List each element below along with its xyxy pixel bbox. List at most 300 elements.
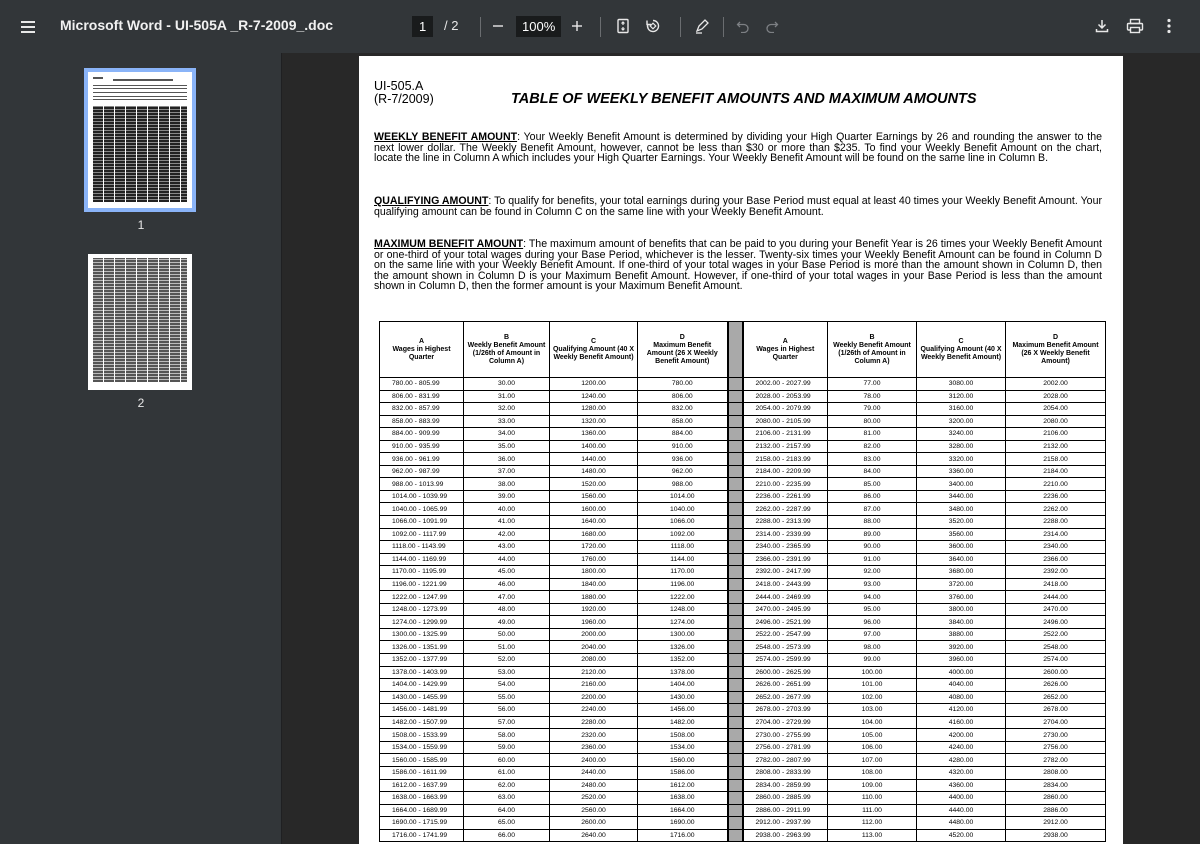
paragraph-text: : The maximum amount of benefits that can be paid to you during your Benefit Year is 26 times your Weekly Benefit Amount or one-third of your total wages during your Base Period, whichever is the lesser. Twenty-six times your Weekly Benefit Amount can be found in Column D on the same line with your Weekly Benefit Amount. If one-third of your total wages in your Base Period is more than the amount shown in Column D, then the amount shown in Column D is your Maximum Benefit Amount. However, if one-third of your total wages in your Base Period is less than the amount shown in Column D, then the former amount is your Maximum Benefit Amount. xyxy=(374,238,1102,292)
qualifying-amount-cell: 1600.00 xyxy=(550,503,638,516)
maximum-benefit-cell: 1456.00 xyxy=(638,704,728,717)
maximum-benefit-cell: 988.00 xyxy=(638,478,728,491)
maximum-benefit-cell: 910.00 xyxy=(638,440,728,453)
column-divider xyxy=(728,754,743,767)
qualifying-amount-cell: 2240.00 xyxy=(550,704,638,717)
wages-range-cell: 2054.00 - 2079.99 xyxy=(743,403,828,416)
qualifying-amount-cell: 3960.00 xyxy=(917,654,1006,667)
wages-range-cell: 780.00 - 805.99 xyxy=(380,378,464,391)
column-divider xyxy=(728,817,743,830)
weekly-benefit-cell: 57.00 xyxy=(464,716,550,729)
paragraph-text: : To qualify for benefits, your total earnings during your Base Period must equal at least 40 times your Weekly Benefit Amount. Your qualifying amount can be found in Column C on the same line with your Weekly Benefit Amount. xyxy=(374,195,1102,218)
maximum-benefit-cell: 2054.00 xyxy=(1006,403,1106,416)
wages-range-cell: 1040.00 - 1065.99 xyxy=(380,503,464,516)
qualifying-amount-cell: 3440.00 xyxy=(917,490,1006,503)
qualifying-amount-cell: 4000.00 xyxy=(917,666,1006,679)
paragraph-lead: WEEKLY BENEFIT AMOUNT xyxy=(374,131,518,143)
maximum-benefit-cell: 1378.00 xyxy=(638,666,728,679)
weekly-benefit-cell: 59.00 xyxy=(464,741,550,754)
weekly-benefit-cell: 47.00 xyxy=(464,591,550,604)
table-row xyxy=(380,378,1106,391)
weekly-benefit-cell: 108.00 xyxy=(828,766,917,779)
column-letter: C xyxy=(958,337,964,345)
column-letter: A xyxy=(782,337,788,345)
qualifying-amount-cell: 1440.00 xyxy=(550,453,638,466)
maximum-benefit-cell: 2756.00 xyxy=(1006,741,1106,754)
wages-range-cell: 2262.00 - 2287.99 xyxy=(743,503,828,516)
table-row xyxy=(380,817,1106,830)
maximum-benefit-cell: 858.00 xyxy=(638,415,728,428)
maximum-benefit-cell: 2288.00 xyxy=(1006,516,1106,529)
column-letter: B xyxy=(503,333,510,341)
weekly-benefit-cell: 41.00 xyxy=(464,516,550,529)
print-icon[interactable] xyxy=(1123,14,1147,38)
maximum-benefit-cell: 1248.00 xyxy=(638,603,728,616)
qualifying-amount-cell: 1920.00 xyxy=(550,603,638,616)
weekly-benefit-cell: 46.00 xyxy=(464,578,550,591)
pdf-page-1 xyxy=(359,56,1123,844)
qualifying-amount-cell: 1680.00 xyxy=(550,528,638,541)
qualifying-amount-cell: 4440.00 xyxy=(917,804,1006,817)
zoom-input[interactable]: 100% xyxy=(516,16,561,37)
table-row xyxy=(380,390,1106,403)
wages-range-cell: 2106.00 - 2131.99 xyxy=(743,428,828,441)
wages-range-cell: 936.00 - 961.99 xyxy=(380,453,464,466)
table-row xyxy=(380,603,1106,616)
wages-range-cell: 988.00 - 1013.99 xyxy=(380,478,464,491)
table-row xyxy=(380,566,1106,579)
column-divider xyxy=(728,322,743,378)
column-title: Maximum Benefit Amount (26 X Weekly Benefit Amount) xyxy=(646,341,718,365)
column-divider xyxy=(728,390,743,403)
rotate-icon[interactable] xyxy=(641,14,665,38)
weekly-benefit-cell: 50.00 xyxy=(464,628,550,641)
qualifying-amount-cell: 3080.00 xyxy=(917,378,1006,391)
table-row xyxy=(380,704,1106,717)
document-viewer[interactable] xyxy=(283,53,1200,844)
divider xyxy=(723,17,724,37)
qualifying-amount-cell: 2520.00 xyxy=(550,792,638,805)
table-row xyxy=(380,465,1106,478)
pdf-toolbar xyxy=(0,0,1200,53)
maximum-benefit-cell: 1092.00 xyxy=(638,528,728,541)
weekly-benefit-cell: 106.00 xyxy=(828,741,917,754)
qualifying-amount-cell: 3280.00 xyxy=(917,440,1006,453)
qualifying-amount-cell: 2400.00 xyxy=(550,754,638,767)
maximum-benefit-cell: 2808.00 xyxy=(1006,766,1106,779)
table-row xyxy=(380,428,1106,441)
weekly-benefit-cell: 96.00 xyxy=(828,616,917,629)
maximum-benefit-cell: 2470.00 xyxy=(1006,603,1106,616)
weekly-benefit-cell: 40.00 xyxy=(464,503,550,516)
weekly-benefit-cell: 62.00 xyxy=(464,779,550,792)
maximum-benefit-cell: 1638.00 xyxy=(638,792,728,805)
table-row xyxy=(380,628,1106,641)
table-row xyxy=(380,616,1106,629)
qualifying-amount-cell: 2480.00 xyxy=(550,779,638,792)
page-thumbnail-1[interactable] xyxy=(88,72,192,208)
maximum-benefit-cell: 1066.00 xyxy=(638,516,728,529)
weekly-benefit-cell: 44.00 xyxy=(464,553,550,566)
maximum-benefit-cell: 2522.00 xyxy=(1006,628,1106,641)
column-divider xyxy=(728,453,743,466)
wages-range-cell: 2002.00 - 2027.99 xyxy=(743,378,828,391)
weekly-benefit-cell: 77.00 xyxy=(828,378,917,391)
column-divider xyxy=(728,566,743,579)
column-divider xyxy=(728,616,743,629)
wages-range-cell: 2600.00 - 2625.99 xyxy=(743,666,828,679)
divider xyxy=(480,17,481,37)
maximum-benefit-cell: 2496.00 xyxy=(1006,616,1106,629)
weekly-benefit-cell: 103.00 xyxy=(828,704,917,717)
table-row xyxy=(380,779,1106,792)
maximum-benefit-cell: 2158.00 xyxy=(1006,453,1106,466)
wages-range-cell: 1612.00 - 1637.99 xyxy=(380,779,464,792)
qualifying-amount-cell: 1800.00 xyxy=(550,566,638,579)
qualifying-amount-cell: 3840.00 xyxy=(917,616,1006,629)
weekly-benefit-cell: 34.00 xyxy=(464,428,550,441)
zoom-out-icon[interactable] xyxy=(486,14,510,38)
qualifying-amount-cell: 3560.00 xyxy=(917,528,1006,541)
maximum-benefit-cell: 2600.00 xyxy=(1006,666,1106,679)
column-letter: B xyxy=(869,333,875,341)
qualifying-amount-cell: 3640.00 xyxy=(917,553,1006,566)
wages-range-cell: 2808.00 - 2833.99 xyxy=(743,766,828,779)
column-divider xyxy=(728,792,743,805)
weekly-benefit-cell: 65.00 xyxy=(464,817,550,830)
column-divider xyxy=(728,641,743,654)
benefit-table xyxy=(379,321,1106,842)
maximum-benefit-cell: 2210.00 xyxy=(1006,478,1106,491)
wages-range-cell: 1144.00 - 1169.99 xyxy=(380,553,464,566)
maximum-benefit-cell: 884.00 xyxy=(638,428,728,441)
column-divider xyxy=(728,654,743,667)
wages-range-cell: 2886.00 - 2911.99 xyxy=(743,804,828,817)
maximum-benefit-cell: 1300.00 xyxy=(638,628,728,641)
wages-range-cell: 1716.00 - 1741.99 xyxy=(380,829,464,842)
wages-range-cell: 2548.00 - 2573.99 xyxy=(743,641,828,654)
qualifying-amount-cell: 4080.00 xyxy=(917,691,1006,704)
weekly-benefit-cell: 36.00 xyxy=(464,453,550,466)
table-row xyxy=(380,654,1106,667)
table-row xyxy=(380,403,1106,416)
maximum-benefit-cell: 1482.00 xyxy=(638,716,728,729)
current-page-input[interactable]: 1 xyxy=(412,16,433,37)
wages-range-cell: 910.00 - 935.99 xyxy=(380,440,464,453)
wages-range-cell: 2236.00 - 2261.99 xyxy=(743,490,828,503)
qualifying-amount-cell: 1480.00 xyxy=(550,465,638,478)
qualifying-amount-cell: 2320.00 xyxy=(550,729,638,742)
wages-range-cell: 962.00 - 987.99 xyxy=(380,465,464,478)
column-divider xyxy=(728,578,743,591)
maximum-benefit-cell: 1014.00 xyxy=(638,490,728,503)
qualifying-amount-cell: 3880.00 xyxy=(917,628,1006,641)
weekly-benefit-cell: 32.00 xyxy=(464,403,550,416)
qualifying-amount-cell: 1960.00 xyxy=(550,616,638,629)
weekly-benefit-cell: 53.00 xyxy=(464,666,550,679)
qualifying-amount-cell: 1520.00 xyxy=(550,478,638,491)
table-row xyxy=(380,741,1106,754)
maximum-benefit-cell: 1170.00 xyxy=(638,566,728,579)
maximum-benefit-cell: 2652.00 xyxy=(1006,691,1106,704)
table-body xyxy=(380,378,1106,842)
weekly-benefit-cell: 91.00 xyxy=(828,553,917,566)
wages-range-cell: 1196.00 - 1221.99 xyxy=(380,578,464,591)
qualifying-amount-cell: 2600.00 xyxy=(550,817,638,830)
column-title: Qualifying Amount (40 X Weekly Benefit Amount) xyxy=(920,345,1002,361)
column-divider xyxy=(728,403,743,416)
undo-icon[interactable] xyxy=(731,14,755,38)
wages-range-cell: 1378.00 - 1403.99 xyxy=(380,666,464,679)
divider xyxy=(600,17,601,37)
table-row xyxy=(380,729,1106,742)
table-row xyxy=(380,478,1106,491)
weekly-benefit-cell: 58.00 xyxy=(464,729,550,742)
maximum-benefit-cell: 2184.00 xyxy=(1006,465,1106,478)
table-row xyxy=(380,490,1106,503)
qualifying-amount-cell: 2360.00 xyxy=(550,741,638,754)
table-row xyxy=(380,415,1106,428)
weekly-benefit-cell: 33.00 xyxy=(464,415,550,428)
column-divider xyxy=(728,516,743,529)
wages-range-cell: 2418.00 - 2443.99 xyxy=(743,578,828,591)
table-row xyxy=(380,766,1106,779)
wages-range-cell: 1534.00 - 1559.99 xyxy=(380,741,464,754)
qualifying-amount-cell: 4320.00 xyxy=(917,766,1006,779)
weekly-benefit-cell: 52.00 xyxy=(464,654,550,667)
column-title: Qualifying Amount (40 X Weekly Benefit Amount) xyxy=(552,345,635,361)
maximum-benefit-cell: 2080.00 xyxy=(1006,415,1106,428)
maximum-benefit-cell: 1560.00 xyxy=(638,754,728,767)
table-row xyxy=(380,754,1106,767)
column-divider xyxy=(728,729,743,742)
weekly-benefit-cell: 78.00 xyxy=(828,390,917,403)
maximum-benefit-cell: 2314.00 xyxy=(1006,528,1106,541)
column-title: Weekly Benefit Amount (1/26th of Amount in Column A) xyxy=(833,341,911,365)
weekly-benefit-cell: 39.00 xyxy=(464,490,550,503)
wages-range-cell: 2288.00 - 2313.99 xyxy=(743,516,828,529)
thumbnail-sidebar xyxy=(0,53,282,844)
weekly-benefit-cell: 92.00 xyxy=(828,566,917,579)
qualifying-amount-cell: 2080.00 xyxy=(550,654,638,667)
wages-range-cell: 2938.00 - 2963.99 xyxy=(743,829,828,842)
wages-range-cell: 2496.00 - 2521.99 xyxy=(743,616,828,629)
maximum-benefit-cell: 2262.00 xyxy=(1006,503,1106,516)
wages-range-cell: 1638.00 - 1663.99 xyxy=(380,792,464,805)
weekly-benefit-cell: 104.00 xyxy=(828,716,917,729)
maximum-benefit-cell: 2626.00 xyxy=(1006,679,1106,692)
maximum-benefit-cell: 936.00 xyxy=(638,453,728,466)
column-divider xyxy=(728,829,743,842)
weekly-benefit-cell: 83.00 xyxy=(828,453,917,466)
weekly-benefit-cell: 37.00 xyxy=(464,465,550,478)
wages-range-cell: 2730.00 - 2755.99 xyxy=(743,729,828,742)
weekly-benefit-cell: 112.00 xyxy=(828,817,917,830)
weekly-benefit-cell: 55.00 xyxy=(464,691,550,704)
wages-range-cell: 1274.00 - 1299.99 xyxy=(380,616,464,629)
weekly-benefit-cell: 43.00 xyxy=(464,541,550,554)
wages-range-cell: 1690.00 - 1715.99 xyxy=(380,817,464,830)
wages-range-cell: 1118.00 - 1143.99 xyxy=(380,541,464,554)
qualifying-amount-cell: 4160.00 xyxy=(917,716,1006,729)
wages-range-cell: 2678.00 - 2703.99 xyxy=(743,704,828,717)
wages-range-cell: 2652.00 - 2677.99 xyxy=(743,691,828,704)
paragraph-lead: QUALIFYING AMOUNT xyxy=(374,195,489,207)
qualifying-amount-cell: 4400.00 xyxy=(917,792,1006,805)
wages-range-cell: 1352.00 - 1377.99 xyxy=(380,654,464,667)
qualifying-amount-cell: 4200.00 xyxy=(917,729,1006,742)
table-header-row xyxy=(380,322,1106,378)
wages-range-cell: 2626.00 - 2651.99 xyxy=(743,679,828,692)
maximum-benefit-cell: 1716.00 xyxy=(638,829,728,842)
table-row xyxy=(380,528,1106,541)
column-header-d-left xyxy=(638,322,728,378)
maximum-benefit-cell: 1118.00 xyxy=(638,541,728,554)
maximum-benefit-cell: 2132.00 xyxy=(1006,440,1106,453)
weekly-benefit-cell: 95.00 xyxy=(828,603,917,616)
qualifying-amount-cell: 4280.00 xyxy=(917,754,1006,767)
wages-range-cell: 2522.00 - 2547.99 xyxy=(743,628,828,641)
column-header-a-left xyxy=(380,322,464,378)
form-number: UI-505.A xyxy=(374,79,424,93)
wages-range-cell: 2444.00 - 2469.99 xyxy=(743,591,828,604)
table-row xyxy=(380,453,1106,466)
maximum-benefit-cell: 2704.00 xyxy=(1006,716,1106,729)
column-divider xyxy=(728,704,743,717)
maximum-benefit-cell: 1222.00 xyxy=(638,591,728,604)
qualifying-amount-cell: 2560.00 xyxy=(550,804,638,817)
wages-range-cell: 1014.00 - 1039.99 xyxy=(380,490,464,503)
wages-range-cell: 1222.00 - 1247.99 xyxy=(380,591,464,604)
weekly-benefit-cell: 99.00 xyxy=(828,654,917,667)
qualifying-amount-cell: 1360.00 xyxy=(550,428,638,441)
maximum-benefit-cell: 1586.00 xyxy=(638,766,728,779)
redo-icon[interactable] xyxy=(760,14,784,38)
qualifying-amount-cell: 2200.00 xyxy=(550,691,638,704)
weekly-benefit-cell: 63.00 xyxy=(464,792,550,805)
table-row xyxy=(380,829,1106,842)
maximum-benefit-cell: 2574.00 xyxy=(1006,654,1106,667)
maximum-benefit-cell: 1430.00 xyxy=(638,691,728,704)
column-header-b-left xyxy=(464,322,550,378)
weekly-benefit-cell: 89.00 xyxy=(828,528,917,541)
wages-range-cell: 2756.00 - 2781.99 xyxy=(743,741,828,754)
weekly-benefit-cell: 30.00 xyxy=(464,378,550,391)
column-divider xyxy=(728,478,743,491)
maximum-benefit-cell: 2002.00 xyxy=(1006,378,1106,391)
column-divider xyxy=(728,766,743,779)
table-row xyxy=(380,691,1106,704)
column-divider xyxy=(728,603,743,616)
maximum-benefit-cell: 1612.00 xyxy=(638,779,728,792)
column-title: Wages in Highest Quarter xyxy=(392,345,451,361)
wages-range-cell: 884.00 - 909.99 xyxy=(380,428,464,441)
thumbnail-label-1: 1 xyxy=(137,218,145,232)
qualifying-amount-cell: 1560.00 xyxy=(550,490,638,503)
weekly-benefit-cell: 90.00 xyxy=(828,541,917,554)
wages-range-cell: 1664.00 - 1689.99 xyxy=(380,804,464,817)
qualifying-amount-cell: 4360.00 xyxy=(917,779,1006,792)
weekly-benefit-cell: 105.00 xyxy=(828,729,917,742)
column-header-c-left xyxy=(550,322,638,378)
wages-range-cell: 1482.00 - 1507.99 xyxy=(380,716,464,729)
wages-range-cell: 1170.00 - 1195.99 xyxy=(380,566,464,579)
column-divider xyxy=(728,541,743,554)
table-row xyxy=(380,578,1106,591)
qualifying-amount-cell: 4480.00 xyxy=(917,817,1006,830)
column-divider xyxy=(728,415,743,428)
wages-range-cell: 2366.00 - 2391.99 xyxy=(743,553,828,566)
paragraph-text: : Your Weekly Benefit Amount is determined by dividing your High Quarter Earnings by 26 and rounding the answer to the next lower dollar. The Weekly Benefit Amount, however, cannot be less than $30 or more than $235. To find your Weekly Benefit Amount on the chart, locate the line in Column A which includes your High Quarter Earnings. Your Weekly Benefit Amount will be found on the same line in Column B. xyxy=(374,131,1102,164)
zoom-in-icon[interactable] xyxy=(565,14,589,38)
qualifying-amount-cell: 2440.00 xyxy=(550,766,638,779)
table-row xyxy=(380,716,1106,729)
column-header-a-right xyxy=(743,322,828,378)
table-row xyxy=(380,553,1106,566)
table-row xyxy=(380,591,1106,604)
wages-range-cell: 1248.00 - 1273.99 xyxy=(380,603,464,616)
weekly-benefit-cell: 42.00 xyxy=(464,528,550,541)
maximum-benefit-cell: 1534.00 xyxy=(638,741,728,754)
weekly-benefit-cell: 102.00 xyxy=(828,691,917,704)
maximum-benefit-cell: 2938.00 xyxy=(1006,829,1106,842)
qualifying-amount-cell: 3920.00 xyxy=(917,641,1006,654)
more-vert-icon[interactable] xyxy=(1157,14,1181,38)
maximum-benefit-cell: 2730.00 xyxy=(1006,729,1106,742)
thumbnail-label-2: 2 xyxy=(137,396,145,410)
column-title: Maximum Benefit Amount (26 X Weekly Benefit Amount) xyxy=(1012,341,1099,365)
qualifying-amount-cell: 3760.00 xyxy=(917,591,1006,604)
maximum-benefit-cell: 1274.00 xyxy=(638,616,728,629)
qualifying-amount-cell: 4240.00 xyxy=(917,741,1006,754)
table-row xyxy=(380,666,1106,679)
qualifying-amount-cell: 2640.00 xyxy=(550,829,638,842)
weekly-benefit-cell: 60.00 xyxy=(464,754,550,767)
column-letter: C xyxy=(590,337,597,345)
column-divider xyxy=(728,503,743,516)
annotate-icon[interactable] xyxy=(690,14,714,38)
weekly-benefit-cell: 79.00 xyxy=(828,403,917,416)
qualifying-amount-cell: 3120.00 xyxy=(917,390,1006,403)
qualifying-amount-cell: 1400.00 xyxy=(550,440,638,453)
wages-range-cell: 2340.00 - 2365.99 xyxy=(743,541,828,554)
page-thumbnail-2[interactable] xyxy=(88,254,192,390)
wages-range-cell: 806.00 - 831.99 xyxy=(380,390,464,403)
qualifying-amount-cell: 3320.00 xyxy=(917,453,1006,466)
wages-range-cell: 2574.00 - 2599.99 xyxy=(743,654,828,667)
weekly-benefit-cell: 109.00 xyxy=(828,779,917,792)
qualifying-amount-cell: 3360.00 xyxy=(917,465,1006,478)
fit-page-icon[interactable] xyxy=(611,14,635,38)
form-id xyxy=(374,80,434,106)
column-divider xyxy=(728,553,743,566)
qualifying-amount-cell: 2040.00 xyxy=(550,641,638,654)
weekly-benefit-cell: 48.00 xyxy=(464,603,550,616)
table-row xyxy=(380,804,1106,817)
maximum-benefit-cell: 2548.00 xyxy=(1006,641,1106,654)
menu-icon[interactable] xyxy=(18,15,42,39)
maximum-benefit-cell: 2340.00 xyxy=(1006,541,1106,554)
qualifying-amount-cell: 4520.00 xyxy=(917,829,1006,842)
weekly-benefit-cell: 88.00 xyxy=(828,516,917,529)
wages-range-cell: 2210.00 - 2235.99 xyxy=(743,478,828,491)
download-icon[interactable] xyxy=(1090,14,1114,38)
wages-range-cell: 1404.00 - 1429.99 xyxy=(380,679,464,692)
qualifying-amount-cell: 2000.00 xyxy=(550,628,638,641)
weekly-benefit-cell: 45.00 xyxy=(464,566,550,579)
maximum-benefit-cell: 832.00 xyxy=(638,403,728,416)
weekly-benefit-cell: 87.00 xyxy=(828,503,917,516)
